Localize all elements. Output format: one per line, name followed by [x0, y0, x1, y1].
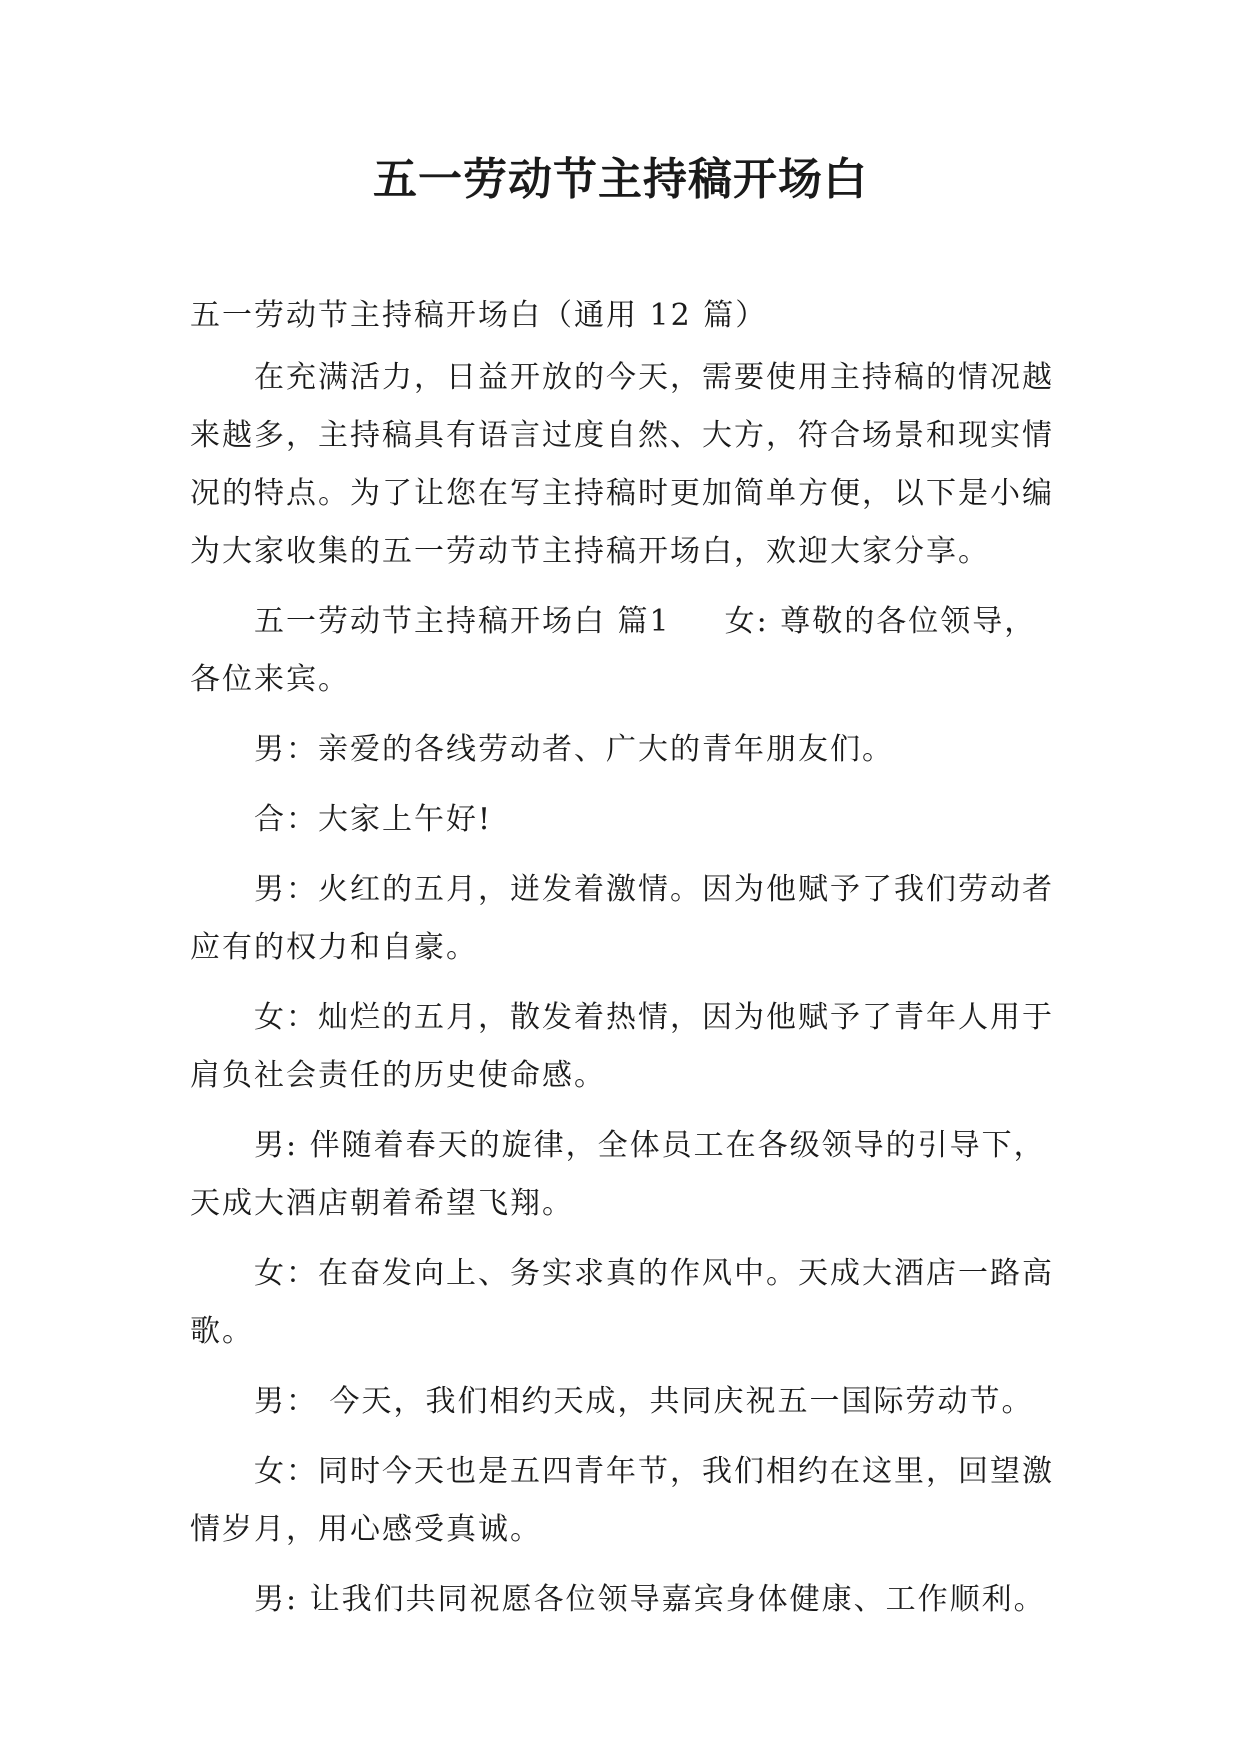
document-title: 五一劳动节主持稿开场白	[373, 154, 868, 205]
section-1-first-line: 女: 尊敬的各位领导，各位来宾。	[190, 604, 1037, 697]
dialogue-line: 男： 今天，我们相约天成，共同庆祝五一国际劳动节。	[254, 1384, 1034, 1419]
dialogue-line: 男: 让我们共同祝愿各位领导嘉宾身体健康、工作顺利。	[254, 1582, 1046, 1617]
section-1-paragraph	[190, 593, 1060, 709]
dialogue-line: 女：在奋发向上、务实求真的作风中。天成大酒店一路高歌。	[190, 1256, 1054, 1349]
dialogue-line: 女：灿烂的五月，散发着热情，因为他赋予了青年人用于肩负社会责任的历史使命感。	[190, 1000, 1054, 1093]
dialogue-line: 男：亲爱的各线劳动者、广大的青年朋友们。	[254, 732, 894, 767]
section-1-heading: 五一劳动节主持稿开场白 篇1	[254, 604, 671, 639]
document-subtitle: 五一劳动节主持稿开场白（通用 12 篇）	[190, 298, 768, 333]
dialogue-line: 男: 伴随着春天的旋律，全体员工在各级领导的引导下，天成大酒店朝着希望飞翔。	[190, 1128, 1046, 1221]
dialogue-line: 合：大家上午好!	[254, 802, 493, 837]
dialogue-line: 男：火红的五月，迸发着激情。因为他赋予了我们劳动者应有的权力和自豪。	[190, 872, 1054, 965]
document-body	[190, 287, 1060, 1629]
dialogue-line: 女：同时今天也是五四青年节，我们相约在这里，回望激情岁月，用心感受真诚。	[190, 1454, 1054, 1547]
intro-paragraph: 在充满活力，日益开放的今天，需要使用主持稿的情况越来越多，主持稿具有语言过度自然、大方，符合场景和现实情况的特点。为了让您在写主持稿时更加简单方便，以下是小编为大家收集的五一劳动节主持稿开场白，欢迎大家分享。	[190, 360, 1054, 569]
